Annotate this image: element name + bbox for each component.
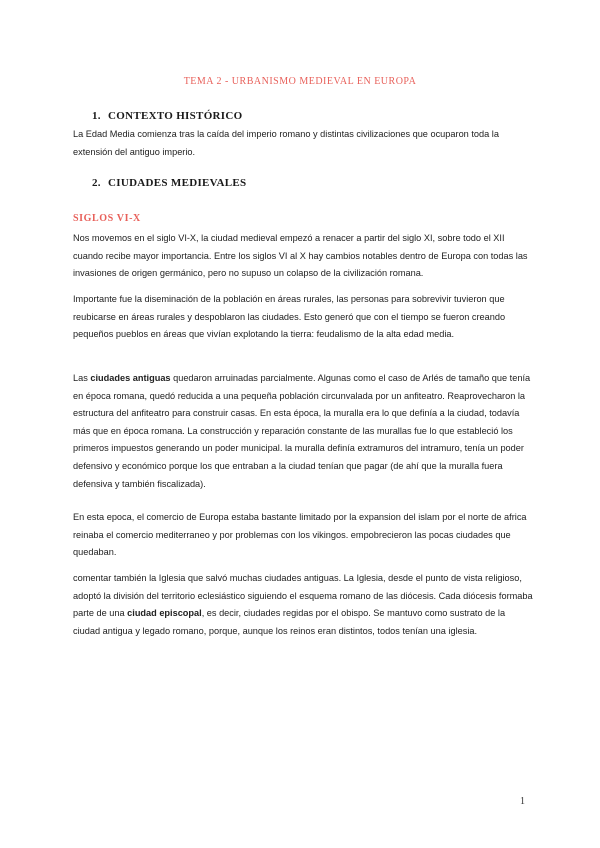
paragraph-3 [73, 370, 533, 493]
paragraph-text: comentar también la Iglesia que salvó muchas ciudades antiguas. La Iglesia, desde el punto de vista religioso, adoptó la división del territorio eclesiástico siguiendo el esquema romano de las diócesis. Cada diócesis formaba parte de una [73, 573, 533, 619]
section-number: 1. [92, 110, 101, 122]
paragraph-2: Importante fue la diseminación de la población en áreas rurales, las personas para sobrevivir tuvieron que reubicarse en áreas rurales y despoblaron las ciudades. Esto generó que con el tiempo se fueron creando pequeños pueblos en áreas que vivían explotando la tierra: feudalismo de la alta edad media. [73, 294, 506, 340]
bold-term: ciudad episcopal [127, 608, 202, 619]
section-heading-contexto [92, 110, 242, 122]
section-number: 2. [92, 177, 101, 189]
section-heading-text: CIUDADES MEDIEVALES [108, 177, 247, 189]
paragraph-text: , es decir, ciudades regidas por el obispo. Se mantuvo como sustrato de la ciudad antigua y legado romano, porque, aunque los reinos eran distintos, todos tenían una iglesia. [73, 608, 506, 636]
page-number: 1 [520, 796, 525, 807]
paragraph-5 [73, 570, 533, 640]
subsection-heading: SIGLOS VI-X [73, 213, 141, 224]
section-heading-ciudades [92, 177, 246, 189]
paragraph-4: En esta epoca, el comercio de Europa estaba bastante limitado por la expansion del islam por el norte de africa reinaba el comercio mediterraneo y por problemas con los vikingos. empobrecieron las pocas ciudades que quedaban. [73, 512, 527, 558]
bold-term: ciudades antiguas [90, 373, 171, 383]
paragraph-contexto: La Edad Media comienza tras la caída del imperio romano y distintas civilizaciones que ocuparon toda la extensión del antiguo imperio. [73, 129, 499, 157]
section-heading-text: CONTEXTO HISTÓRICO [108, 110, 243, 122]
paragraph-text: Las [73, 373, 91, 383]
paragraph-text: quedaron arruinadas parcialmente. Algunas como el caso de Arlés de tamaño que tenía en época romana, quedó reducida a una pequeña población circunvalada por un anfiteatro. Reaprovecharon la estructura del anfiteatro para construir casas. En esta época, la muralla era lo que definía a la ciudad, todavía más que en época romana. La construcción y reparación constante de las murallas fue lo que estableció los primeros impuestos generando un poder municipal. la muralla definía extramuros del intramuro, tenía un poder defensivo y económico porque los que entraban a la ciudad tenían que pagar (de ahí que la muralla fuera defensiva y también fiscalizada). [73, 373, 531, 489]
paragraph-1: Nos movemos en el siglo VI-X, la ciudad medieval empezó a renacer a partir del siglo XI, sobre todo el XII cuando recibe mayor importancia. Entre los siglos VI al X hay cambios notables dentro de Europa con todas las invasiones de origen germánico, pero no supuso un colapso de la civilización romana. [73, 233, 528, 279]
document-title: TEMA 2 - URBANISMO MEDIEVAL EN EUROPA [183, 76, 417, 87]
